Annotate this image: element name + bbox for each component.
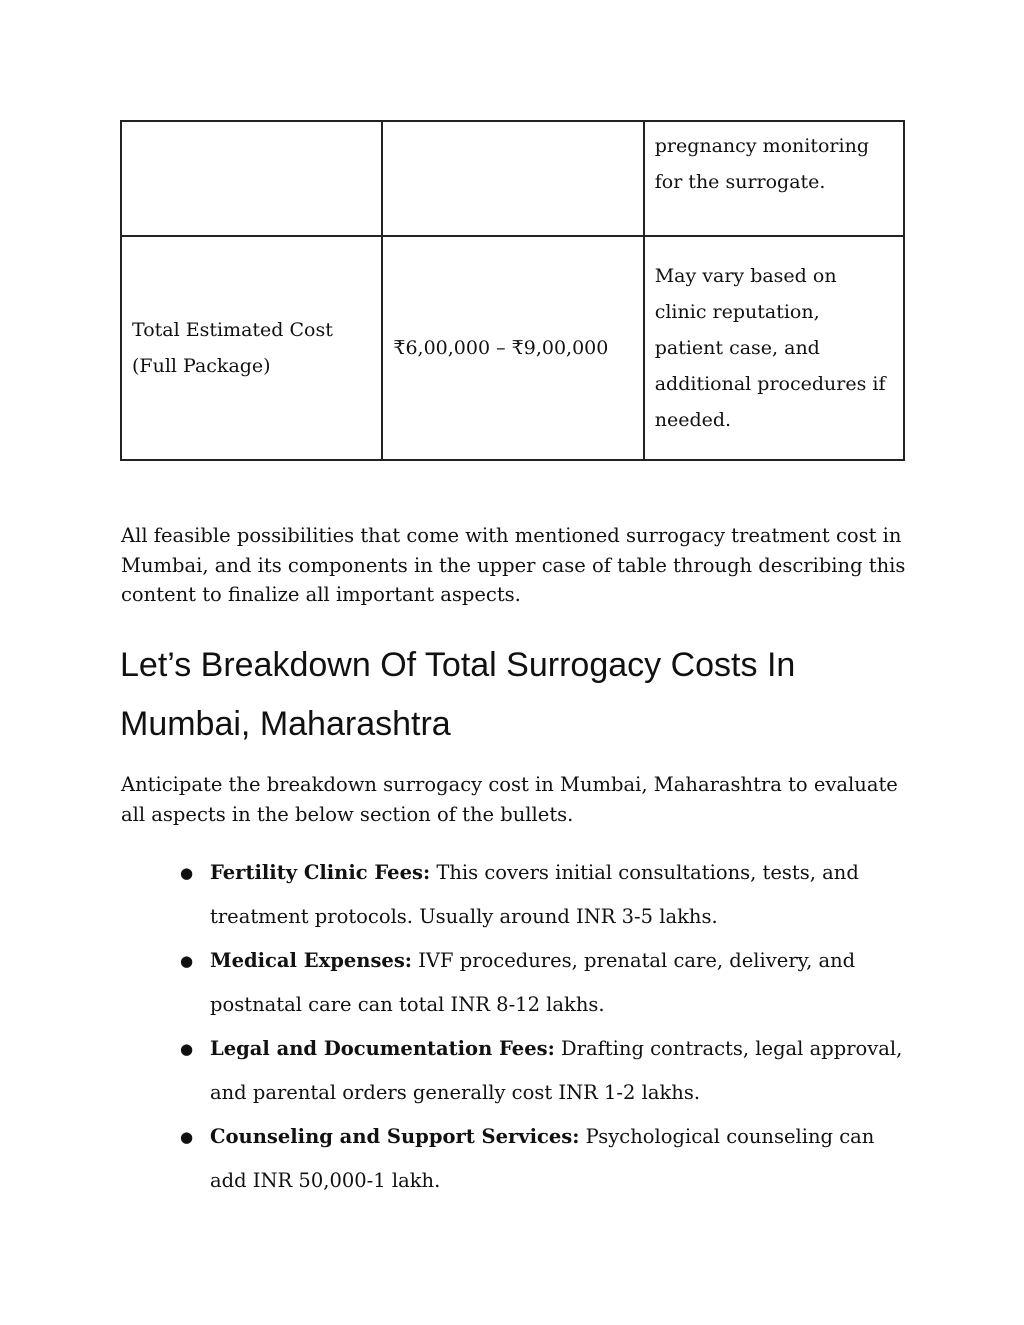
table-cell-notes xyxy=(644,121,904,236)
table-cell-item xyxy=(121,236,382,460)
list-item xyxy=(180,851,905,939)
intro-paragraph: All feasible possibilities that come with mentioned surrogacy treatment cost in Mumbai, and its components in the upper case of table through describing this content to finalize all important aspects. xyxy=(121,524,906,606)
table-cell-cost xyxy=(382,236,643,460)
table-cell-cost xyxy=(382,121,643,236)
cost-table xyxy=(120,120,905,461)
bullet-text: This covers initial consultations, tests, and treatment protocols. Usually around INR 3-5 lakhs. xyxy=(210,861,859,928)
cost-breakdown-list xyxy=(180,851,905,1203)
bullet-text: Psychological counseling can add INR 50,000-1 lakh. xyxy=(210,1125,875,1192)
cell-text: Total Estimated Cost (Full Package) xyxy=(132,319,333,377)
cell-text: May vary based on clinic reputation, patient case, and additional procedures if needed. xyxy=(654,265,886,431)
list-item xyxy=(180,1115,905,1203)
bullet-term: Legal and Documentation Fees: xyxy=(210,1037,555,1060)
bullet-term: Fertility Clinic Fees: xyxy=(210,861,431,884)
list-item xyxy=(180,1027,905,1115)
bullet-icon: ● xyxy=(180,1128,194,1146)
section-intro-paragraph: Anticipate the breakdown surrogacy cost in Mumbai, Maharashtra to evaluate all aspects in the below section of the bullets. xyxy=(121,773,898,826)
bullet-icon: ● xyxy=(180,864,194,882)
table-row xyxy=(121,236,904,460)
table-cell-item xyxy=(121,121,382,236)
section-heading: Let’s Breakdown Of Total Surrogacy Costs In Mumbai, Maharashtra xyxy=(120,646,796,743)
cell-text: pregnancy monitoring for the surrogate. xyxy=(654,135,869,193)
bullet-text: IVF procedures, prenatal care, delivery, and postnatal care can total INR 8-12 lakhs. xyxy=(210,949,856,1016)
bullet-icon: ● xyxy=(180,1040,194,1058)
cell-text: ₹6,00,000 – ₹9,00,000 xyxy=(393,337,609,359)
bullet-text: Drafting contracts, legal approval, and parental orders generally cost INR 1-2 lakhs. xyxy=(210,1037,903,1104)
bullet-icon: ● xyxy=(180,952,194,970)
bullet-term: Counseling and Support Services: xyxy=(210,1125,580,1148)
bullet-term: Medical Expenses: xyxy=(210,949,413,972)
table-cell-notes xyxy=(644,236,904,460)
list-item xyxy=(180,939,905,1027)
table-row xyxy=(121,121,904,236)
